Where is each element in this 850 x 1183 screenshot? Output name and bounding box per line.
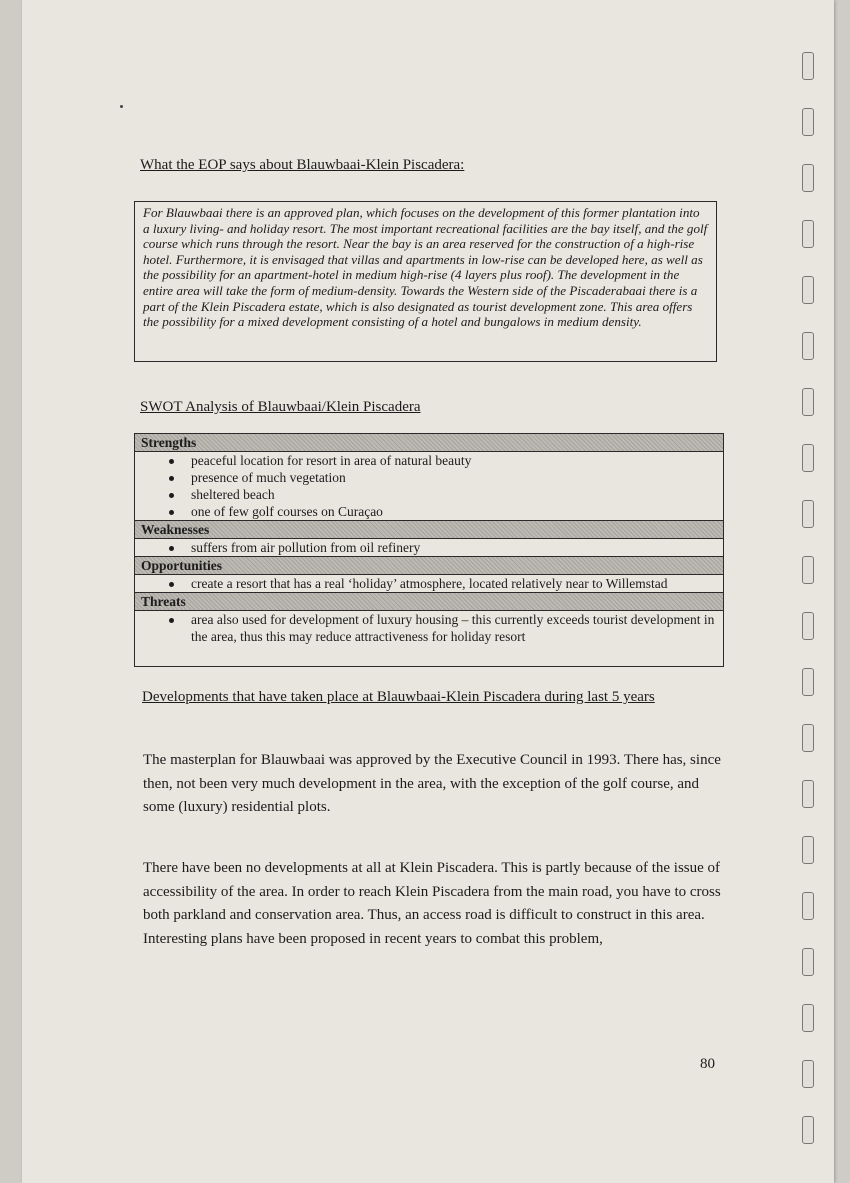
binder-hole <box>802 1116 814 1144</box>
list-item: one of few golf courses on Curaçao <box>165 503 723 520</box>
binder-hole <box>802 444 814 472</box>
binder-holes <box>786 0 834 1183</box>
swot-strengths-header: Strengths <box>135 434 723 452</box>
binder-hole <box>802 220 814 248</box>
list-item: presence of much vegetation <box>165 469 723 486</box>
binder-hole <box>802 668 814 696</box>
stray-mark <box>120 105 123 108</box>
binder-hole <box>802 780 814 808</box>
swot-heading: SWOT Analysis of Blauwbaai/Klein Piscadera <box>140 399 421 415</box>
swot-strengths-list <box>135 452 723 520</box>
binder-hole <box>802 1004 814 1032</box>
swot-weaknesses-list <box>135 539 723 556</box>
paragraph-klein-piscadera: There have been no developments at all at Klein Piscadera. This is partly because of the issue of accessibility of the area. In order to reach Klein Piscadera from the main road, you have to cross both parkland and conservation area. Thus, an access road is difficult to construct in this area. Interesting plans have been proposed in recent years to combat this problem, <box>143 860 721 948</box>
binder-hole <box>802 108 814 136</box>
swot-table <box>134 433 724 667</box>
page-number: 80 <box>700 1056 715 1072</box>
swot-opportunities-list <box>135 575 723 592</box>
binder-hole <box>802 164 814 192</box>
binder-hole <box>802 388 814 416</box>
list-item: create a resort that has a real ‘holiday’ atmosphere, located relatively near to Willemstad <box>165 575 723 592</box>
binder-hole <box>802 836 814 864</box>
binder-hole <box>802 1060 814 1088</box>
eop-heading: What the EOP says about Blauwbaai-Klein Piscadera: <box>140 157 465 173</box>
binder-hole <box>802 52 814 80</box>
binder-hole <box>802 724 814 752</box>
developments-heading: Developments that have taken place at Blauwbaai-Klein Piscadera during last 5 years <box>142 689 655 705</box>
binder-hole <box>802 948 814 976</box>
list-item: suffers from air pollution from oil refinery <box>165 539 723 556</box>
swot-threats-header: Threats <box>135 592 723 611</box>
binder-hole <box>802 500 814 528</box>
paragraph-masterplan: The masterplan for Blauwbaai was approved by the Executive Council in 1993. There has, since then, not been very much development in the area, with the exception of the golf course, and some (luxury) residential plots. <box>143 752 721 816</box>
binder-hole <box>802 556 814 584</box>
list-item: peaceful location for resort in area of natural beauty <box>165 452 723 469</box>
binder-hole <box>802 332 814 360</box>
binder-hole <box>802 612 814 640</box>
list-item: area also used for development of luxury housing – this currently exceeds tourist development in the area, thus this may reduce attractiveness for holiday resort <box>165 611 723 645</box>
binder-hole <box>802 276 814 304</box>
swot-weaknesses-header: Weaknesses <box>135 520 723 539</box>
swot-opportunities-header: Opportunities <box>135 556 723 575</box>
swot-threats-list <box>135 611 723 645</box>
list-item: sheltered beach <box>165 486 723 503</box>
eop-quote-box <box>134 201 717 362</box>
eop-quote-text: For Blauwbaai there is an approved plan, which focuses on the development of this former plantation into a luxury living- and holiday resort. The most important recreational facilities are the bay itself, and the golf course which runs through the resort. Near the bay is an area reserved for the construction of a high-rise hotel. Furthermore, it is envisaged that villas and apartments in low-rise can be developed here, as well as the possibility for an apartment-hotel in medium high-rise (4 layers plus roof). The development in the entire area will take the form of medium-density. Towards the Western side of the Piscaderabaai there is a part of the Klein Piscadera estate, which is also designated as tourist development zone. This area offers the possibility for a mixed development consisting of a hotel and bungalows in medium density. <box>143 205 708 330</box>
binder-hole <box>802 892 814 920</box>
